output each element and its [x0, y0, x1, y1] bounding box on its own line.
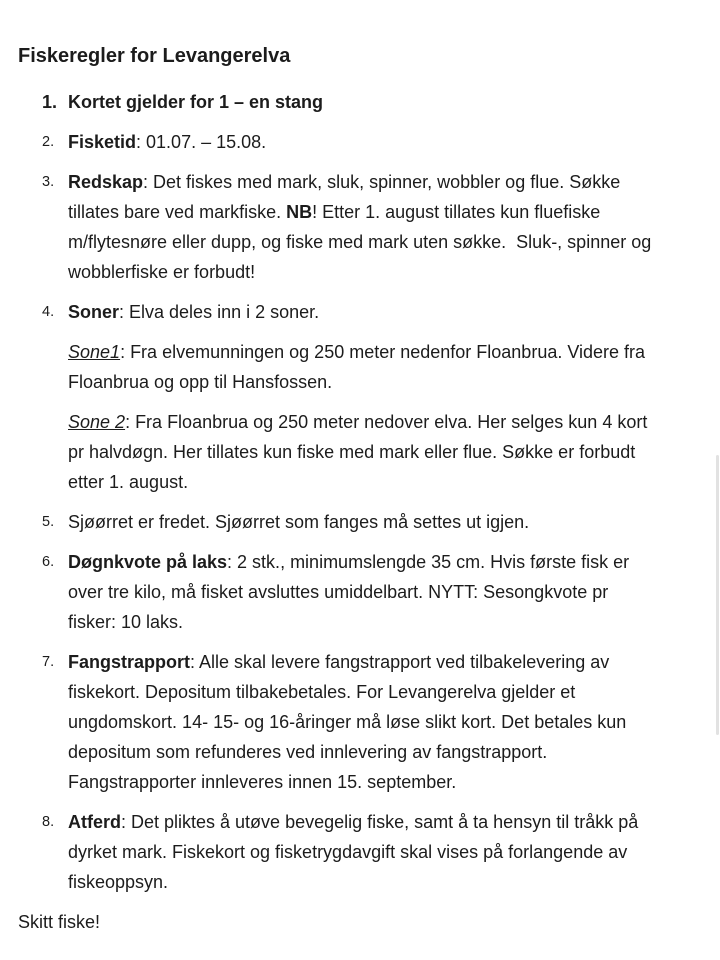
text-run: pr halvdøgn. Her tillates kun fiske med mark eller flue. Søkke er forbudt — [68, 442, 636, 462]
text-run: Fangstrapport — [68, 652, 191, 672]
text-line — [68, 167, 720, 197]
text-run: Redskap — [68, 172, 144, 192]
text-line — [68, 197, 720, 227]
text-run: ! Etter 1. august tillates kun fluefiske — [312, 202, 601, 222]
text-line — [68, 677, 720, 707]
text-run: : Elva deles inn i 2 soner. — [119, 302, 320, 322]
rule-number: 7. — [42, 654, 55, 670]
closing-line: Skitt fiske! — [18, 912, 101, 932]
text-run: : Det fiskes med mark, sluk, spinner, wobbler og flue. Søkke — [143, 172, 621, 192]
rule-number: 2. — [42, 134, 55, 150]
rule-body — [68, 647, 720, 797]
text-line — [68, 367, 720, 397]
rule-item — [0, 507, 720, 537]
text-run: fiskeoppsyn. — [68, 872, 169, 892]
text-run: : 01.07. – 15.08. — [136, 132, 267, 152]
rule-body — [68, 547, 720, 637]
text-run: : Fra Floanbrua og 250 meter nedover elva. Her selges kun 4 kort — [125, 412, 648, 432]
rule-body — [68, 507, 720, 537]
rule-paragraph — [68, 407, 720, 497]
text-line — [68, 337, 720, 367]
text-run: over tre kilo, må fisket avsluttes umiddelbart. NYTT: Sesongkvote pr — [68, 582, 609, 602]
text-line — [68, 297, 720, 327]
rule-body — [68, 167, 720, 287]
text-line — [68, 127, 720, 157]
rule-paragraph — [68, 297, 720, 327]
rule-item — [0, 87, 720, 117]
text-run: NB — [286, 202, 313, 222]
text-run: Fangstrapporter innleveres innen 15. september. — [68, 772, 457, 792]
text-run: : 2 stk., minimumslengde 35 cm. Hvis første fisk er — [227, 552, 630, 572]
text-run: dyrket mark. Fiskekort og fisketrygdavgift skal vises på forlangende av — [68, 842, 628, 862]
text-line — [68, 407, 720, 437]
text-run: wobblerfiske er forbudt! — [68, 262, 256, 282]
rule-item — [0, 807, 720, 897]
document-title: Fiskeregler for Levangerelva — [18, 45, 291, 67]
text-line — [68, 737, 720, 767]
text-run: : Alle skal levere fangstrapport ved tilbakelevering av — [190, 652, 610, 672]
text-run: etter 1. august. — [68, 472, 189, 492]
text-line — [68, 867, 720, 897]
rule-body — [68, 297, 720, 497]
rule-number: 1. — [42, 92, 58, 112]
rules-list — [0, 87, 720, 897]
rule-number: 8. — [42, 814, 55, 830]
rule-item — [0, 547, 720, 637]
text-line — [68, 507, 720, 537]
rule-paragraph — [68, 127, 720, 157]
rule-number: 4. — [42, 304, 55, 320]
text-run: ungdomskort. 14- 15- og 16-åringer må løse slikt kort. Det betales kun — [68, 712, 627, 732]
text-line — [68, 707, 720, 737]
text-run: Atferd — [68, 812, 121, 832]
rule-body — [68, 127, 720, 157]
text-run: Sone1 — [68, 342, 121, 362]
rule-paragraph — [68, 647, 720, 797]
text-line — [68, 837, 720, 867]
text-line — [68, 547, 720, 577]
text-run: Sone 2 — [68, 412, 126, 432]
rule-item — [0, 127, 720, 157]
rule-paragraph — [68, 507, 720, 537]
text-run: fiskekort. Depositum tilbakebetales. For Levangerelva gjelder et — [68, 682, 576, 702]
text-line — [68, 577, 720, 607]
scrollbar-thumb[interactable] — [716, 455, 719, 735]
text-run: : Det pliktes å utøve bevegelig fiske, samt å ta hensyn til tråkk på — [121, 812, 639, 832]
rule-item — [0, 297, 720, 497]
rule-paragraph — [68, 547, 720, 637]
rule-number: 5. — [42, 514, 55, 530]
text-run: tillates bare ved markfiske. — [68, 202, 287, 222]
rule-paragraph — [68, 167, 720, 287]
text-run: Fisketid — [68, 132, 137, 152]
text-line — [68, 807, 720, 837]
text-run: depositum som refunderes ved innlevering av fangstrapport. — [68, 742, 548, 762]
text-run: fisker: 10 laks. — [68, 612, 184, 632]
text-run: Soner — [68, 302, 120, 322]
text-line — [68, 87, 720, 117]
text-line — [68, 227, 720, 257]
rule-body — [68, 807, 720, 897]
rule-paragraph — [68, 87, 720, 117]
text-run: Kortet gjelder for 1 – en stang — [68, 92, 324, 112]
text-line — [68, 437, 720, 467]
text-line — [68, 767, 720, 797]
rule-paragraph — [68, 807, 720, 897]
text-run: Sjøørret er fredet. Sjøørret som fanges må settes ut igjen. — [68, 512, 530, 532]
rule-item — [0, 647, 720, 797]
text-run: Døgnkvote på laks — [68, 552, 228, 572]
rule-number: 3. — [42, 174, 55, 190]
text-line — [68, 467, 720, 497]
text-run: : Fra elvemunningen og 250 meter nedenfor Floanbrua. Videre fra — [120, 342, 646, 362]
text-run: Floanbrua og opp til Hansfossen. — [68, 372, 333, 392]
text-run: m/flytesnøre eller dupp, og fiske med mark uten søkke. Sluk-, spinner og — [68, 232, 652, 252]
text-line — [68, 257, 720, 287]
rule-number: 6. — [42, 554, 55, 570]
rule-item — [0, 167, 720, 287]
rule-body — [68, 87, 720, 117]
rule-paragraph — [68, 337, 720, 397]
text-line — [68, 647, 720, 677]
text-line — [68, 607, 720, 637]
